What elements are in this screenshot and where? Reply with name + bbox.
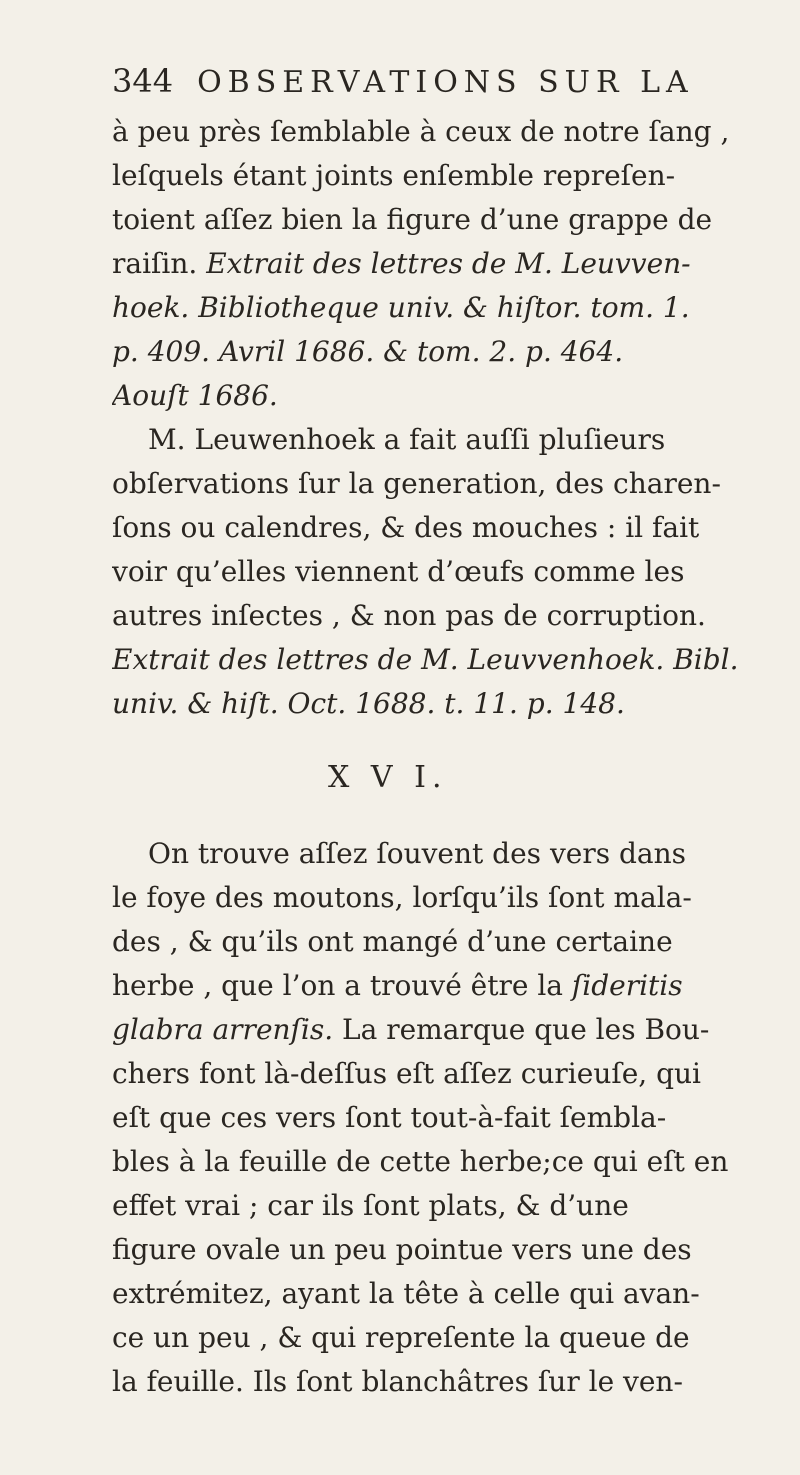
paragraph bbox=[112, 832, 742, 1404]
section-heading: X V I. bbox=[328, 760, 448, 795]
text-line bbox=[112, 198, 742, 242]
roman-text: à peu près ſemblable à ceux de notre ſang , bbox=[112, 115, 730, 148]
italic-text: p. 409. Avril 1686. & tom. 2. p. 464. bbox=[112, 335, 624, 368]
text-line bbox=[112, 920, 742, 964]
roman-text: voir qu’elles viennent d’œufs comme les bbox=[112, 555, 685, 588]
text-line bbox=[112, 550, 742, 594]
roman-text: ce un peu , & qui repreſente la queue de bbox=[112, 1321, 690, 1354]
text-line bbox=[112, 330, 742, 374]
body-text bbox=[112, 110, 742, 726]
roman-text: On trouve aſſez ſouvent des vers dans bbox=[148, 837, 687, 870]
text-line bbox=[112, 1052, 742, 1096]
roman-text: obſervations ſur la generation, des charen- bbox=[112, 467, 721, 500]
italic-text: hoek. Bibliotheque univ. & hiſtor. tom. 1. bbox=[112, 291, 690, 324]
roman-text: la feuille. Ils ſont blanchâtres ſur le ven- bbox=[112, 1365, 683, 1398]
text-line bbox=[112, 418, 742, 462]
italic-text: Aouſt 1686. bbox=[112, 379, 278, 412]
roman-text: figure ovale un peu pointue vers une des bbox=[112, 1233, 692, 1266]
roman-text: eſt que ces vers ſont tout-à-fait ſembla- bbox=[112, 1101, 667, 1134]
running-title: OBSERVATIONS SUR LA bbox=[197, 65, 694, 100]
roman-text: La remarque que les Bou- bbox=[333, 1013, 710, 1046]
running-head bbox=[112, 62, 742, 106]
text-line bbox=[112, 1272, 742, 1316]
roman-text: toient aſſez bien la figure d’une grappe de bbox=[112, 203, 713, 236]
roman-text: leſquels étant joints enſemble repreſen- bbox=[112, 159, 676, 192]
paragraph bbox=[112, 110, 742, 418]
italic-text: Extrait des lettres de M. Leuvven- bbox=[206, 247, 691, 280]
italic-text: glabra arrenſis. bbox=[112, 1013, 334, 1046]
paragraph bbox=[112, 418, 742, 726]
page-number: 344 bbox=[112, 62, 174, 100]
italic-text: Extrait des lettres de M. Leuvvenhoek. Bibl. bbox=[112, 643, 739, 676]
text-line bbox=[112, 154, 742, 198]
roman-text: chers font là-deſſus eſt aſſez curieuſe, qui bbox=[112, 1057, 702, 1090]
text-line bbox=[112, 462, 742, 506]
roman-text: des , & qu’ils ont mangé d’une certaine bbox=[112, 925, 673, 958]
text-line bbox=[112, 832, 742, 876]
text-line bbox=[112, 374, 742, 418]
text-line bbox=[112, 1184, 742, 1228]
text-line bbox=[112, 1096, 742, 1140]
roman-text: raiſin. bbox=[112, 247, 207, 280]
text-line bbox=[112, 638, 742, 682]
text-line bbox=[112, 594, 742, 638]
italic-text: univ. & hiſt. Oct. 1688. t. 11. p. 148. bbox=[112, 687, 625, 720]
roman-text: bles à la feuille de cette herbe;ce qui eſt en bbox=[112, 1145, 729, 1178]
text-line bbox=[112, 876, 742, 920]
text-line bbox=[112, 1140, 742, 1184]
roman-text: le foye des moutons, lorſqu’ils ſont mala- bbox=[112, 881, 692, 914]
text-line bbox=[112, 1360, 742, 1404]
roman-text: M. Leuwenhoek a fait auſſi pluſieurs bbox=[148, 423, 666, 456]
section-body-text bbox=[112, 832, 742, 1404]
text-line bbox=[112, 242, 742, 286]
roman-text: herbe , que l’on a trouvé être la bbox=[112, 969, 572, 1002]
italic-text: ſideritis bbox=[571, 969, 683, 1002]
text-line bbox=[112, 1316, 742, 1360]
text-line bbox=[112, 964, 742, 1008]
roman-text: effet vrai ; car ils ſont plats, & d’une bbox=[112, 1189, 629, 1222]
text-line bbox=[112, 1008, 742, 1052]
text-line bbox=[112, 110, 742, 154]
text-line bbox=[112, 682, 742, 726]
text-line bbox=[112, 286, 742, 330]
text-line bbox=[112, 1228, 742, 1272]
roman-text: ſons ou calendres, & des mouches : il fait bbox=[112, 511, 700, 544]
roman-text: extrémitez, ayant la tête à celle qui avan- bbox=[112, 1277, 700, 1310]
text-line bbox=[112, 506, 742, 550]
roman-text: autres inſectes , & non pas de corruption. bbox=[112, 599, 706, 632]
